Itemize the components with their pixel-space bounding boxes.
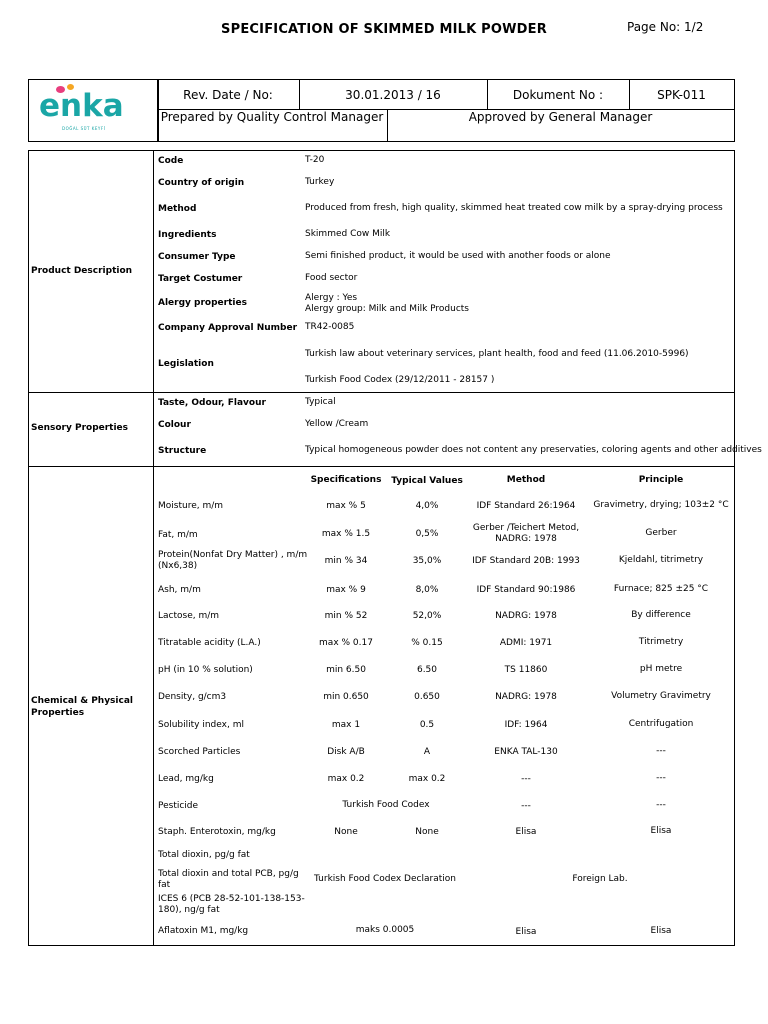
parameter-label: Ash, m/m bbox=[158, 585, 201, 595]
method-value: IDF Standard 20B: 1993 bbox=[472, 556, 580, 566]
column-header-specifications: Specifications bbox=[310, 475, 382, 485]
section-sensory-properties: Sensory Properties bbox=[31, 423, 129, 433]
field-label: Method bbox=[158, 204, 197, 214]
principle-value: --- bbox=[656, 746, 666, 756]
principle-value: Centrifugation bbox=[628, 719, 694, 729]
field-value: Produced from fresh, high quality, skimmed heat treated cow milk by a spray-drying process bbox=[305, 203, 723, 213]
typical-value: 6.50 bbox=[416, 665, 438, 675]
page-number: Page No: 1/2 bbox=[627, 20, 704, 34]
principle-value: By difference bbox=[631, 610, 691, 620]
field-value: Skimmed Cow Milk bbox=[305, 229, 391, 239]
approved-by: Approved by General Manager bbox=[468, 110, 653, 124]
parameter-label: Protein(Nonfat Dry Matter) , m/m bbox=[158, 550, 308, 560]
logo-tagline: DOĞAL SÜT KEYFİ bbox=[62, 126, 106, 131]
principle-value: --- bbox=[656, 773, 666, 783]
parameter-label: Aflatoxin M1, mg/kg bbox=[158, 926, 249, 936]
field-value: TR42-0085 bbox=[305, 322, 355, 332]
section-label-line: Properties bbox=[31, 708, 85, 718]
parameter-label: Density, g/cm3 bbox=[158, 692, 227, 702]
method-value: NADRG: 1978 bbox=[495, 534, 557, 544]
principle-value: --- bbox=[656, 800, 666, 810]
field-label: Ingredients bbox=[158, 230, 217, 240]
typical-value: % 0.15 bbox=[411, 638, 443, 648]
field-label: Structure bbox=[158, 446, 207, 456]
method-value: IDF Standard 90:1986 bbox=[476, 585, 576, 595]
principle-value: Elisa bbox=[650, 826, 672, 836]
principle-value: Elisa bbox=[650, 926, 672, 936]
spec-value: max 1 bbox=[331, 720, 361, 730]
method-value: Gerber /Teichert Metod, bbox=[472, 523, 580, 533]
field-label: Consumer Type bbox=[158, 252, 236, 262]
field-value: Yellow /Cream bbox=[305, 419, 369, 429]
spec-value: Turkish Food Codex Declaration bbox=[314, 874, 456, 884]
rev-date-label: Rev. Date / No: bbox=[183, 87, 273, 102]
field-value: Typical bbox=[305, 397, 336, 407]
parameter-label: Total dioxin and total PCB, pg/g bbox=[158, 869, 299, 879]
principle-value: Furnace; 825 ±25 °C bbox=[613, 584, 709, 594]
logo-box bbox=[29, 80, 159, 141]
typical-value: max 0.2 bbox=[408, 774, 446, 784]
document-no-label: Dokument No : bbox=[512, 87, 604, 102]
principle-value: Titrimetry bbox=[638, 637, 684, 647]
parameter-label: (Nx6,38) bbox=[158, 561, 198, 571]
parameter-label: Lactose, m/m bbox=[158, 611, 220, 621]
header-box bbox=[28, 79, 735, 142]
parameter-label: Lead, mg/kg bbox=[158, 774, 214, 784]
typical-value: 0,5% bbox=[415, 529, 439, 539]
parameter-label: Solubility index, ml bbox=[158, 720, 244, 730]
method-value: ENKA TAL-130 bbox=[494, 747, 558, 757]
spec-value: Turkish Food Codex bbox=[342, 800, 430, 810]
method-value: Elisa bbox=[515, 927, 537, 937]
field-label: Country of origin bbox=[158, 178, 245, 188]
parameter-label: Moisture, m/m bbox=[158, 501, 224, 511]
section-chemical-physical bbox=[31, 695, 133, 719]
parameter-label: Pesticide bbox=[158, 801, 199, 811]
parameter-label: Scorched Particles bbox=[158, 747, 241, 757]
method-value: Elisa bbox=[515, 827, 537, 837]
method-value: IDF Standard 26:1964 bbox=[476, 501, 576, 511]
field-value: T-20 bbox=[305, 155, 325, 165]
spec-value: max % 0.17 bbox=[319, 638, 373, 648]
method-value: IDF: 1964 bbox=[504, 720, 548, 730]
typical-value: 35,0% bbox=[412, 556, 442, 566]
spec-value: maks 0.0005 bbox=[355, 925, 415, 935]
spec-value: max % 5 bbox=[326, 501, 366, 511]
field-value: Turkey bbox=[305, 177, 335, 187]
spec-value: min 0.650 bbox=[323, 692, 369, 702]
field-value: Turkish Food Codex (29/12/2011 - 28157 ) bbox=[305, 375, 495, 385]
field-label: Target Costumer bbox=[158, 274, 243, 284]
method-value: --- bbox=[521, 801, 531, 811]
field-label: Alergy properties bbox=[158, 298, 247, 308]
typical-value: None bbox=[415, 827, 439, 837]
principle-value: Gravimetry, drying; 103±2 °C bbox=[593, 500, 729, 510]
method-value: NADRG: 1978 bbox=[495, 692, 557, 702]
logo: enka bbox=[39, 88, 124, 124]
spec-value: Disk A/B bbox=[327, 747, 365, 757]
column-header-typical-values: Typical Values bbox=[391, 476, 463, 486]
section-product-description: Product Description bbox=[31, 266, 133, 276]
parameter-label: Staph. Enterotoxin, mg/kg bbox=[158, 827, 276, 837]
typical-value: 0.650 bbox=[414, 692, 440, 702]
spec-value: min 6.50 bbox=[326, 665, 366, 675]
parameter-label: Fat, m/m bbox=[158, 530, 198, 540]
method-value: TS 11860 bbox=[504, 665, 548, 675]
column-header-principle: Principle bbox=[638, 475, 684, 485]
field-value: Alergy : Yes bbox=[305, 293, 358, 303]
spec-value: max % 1.5 bbox=[321, 529, 371, 539]
document-no-value: SPK-011 bbox=[657, 87, 706, 102]
typical-value: 0.5 bbox=[419, 720, 435, 730]
spec-value: max % 9 bbox=[326, 585, 366, 595]
field-value: Alergy group: Milk and Milk Products bbox=[305, 304, 469, 314]
field-value: Turkish law about veterinary services, plant health, food and feed (11.06.2010-5996) bbox=[305, 349, 689, 359]
spec-value: min % 34 bbox=[324, 556, 368, 566]
parameter-label: pH (in 10 % solution) bbox=[158, 665, 253, 675]
field-label: Company Approval Number bbox=[158, 323, 298, 333]
prepared-by: Prepared by Quality Control Manager bbox=[160, 110, 384, 124]
parameter-label: 180), ng/g fat bbox=[158, 905, 220, 915]
method-value: Foreign Lab. bbox=[572, 874, 628, 884]
parameter-label: fat bbox=[158, 880, 171, 890]
parameter-label: Titratable acidity (L.A.) bbox=[158, 638, 261, 648]
section-label-line: Chemical & Physical bbox=[31, 696, 133, 706]
typical-value: 8,0% bbox=[415, 585, 439, 595]
document-title: SPECIFICATION OF SKIMMED MILK POWDER bbox=[221, 22, 547, 37]
principle-value: pH metre bbox=[639, 664, 683, 674]
method-value: --- bbox=[521, 774, 531, 784]
spec-value: max 0.2 bbox=[327, 774, 365, 784]
principle-value: Kjeldahl, titrimetry bbox=[618, 555, 704, 565]
parameter-label: Total dioxin, pg/g fat bbox=[158, 850, 250, 860]
field-label: Code bbox=[158, 156, 184, 166]
typical-value: 52,0% bbox=[412, 611, 442, 621]
method-value: NADRG: 1978 bbox=[495, 611, 557, 621]
parameter-label: ICES 6 (PCB 28-52-101-138-153- bbox=[158, 894, 305, 904]
spec-value: None bbox=[334, 827, 358, 837]
spec-value: min % 52 bbox=[324, 611, 368, 621]
field-label: Taste, Odour, Flavour bbox=[158, 398, 266, 408]
field-value: Food sector bbox=[305, 273, 358, 283]
field-value: Semi finished product, it would be used with another foods or alone bbox=[305, 251, 611, 261]
field-label: Legislation bbox=[158, 359, 214, 369]
column-header-method: Method bbox=[506, 475, 546, 485]
principle-value: Volumetry Gravimetry bbox=[611, 691, 711, 701]
field-label: Colour bbox=[158, 420, 191, 430]
rev-date-value: 30.01.2013 / 16 bbox=[345, 87, 441, 102]
method-value: ADMI: 1971 bbox=[499, 638, 553, 648]
principle-value: Gerber bbox=[645, 528, 677, 538]
field-value: Typical homogeneous powder does not content any preservaties, coloring agents and other additives bbox=[305, 445, 762, 455]
typical-value: A bbox=[423, 747, 431, 757]
typical-value: 4,0% bbox=[415, 501, 439, 511]
